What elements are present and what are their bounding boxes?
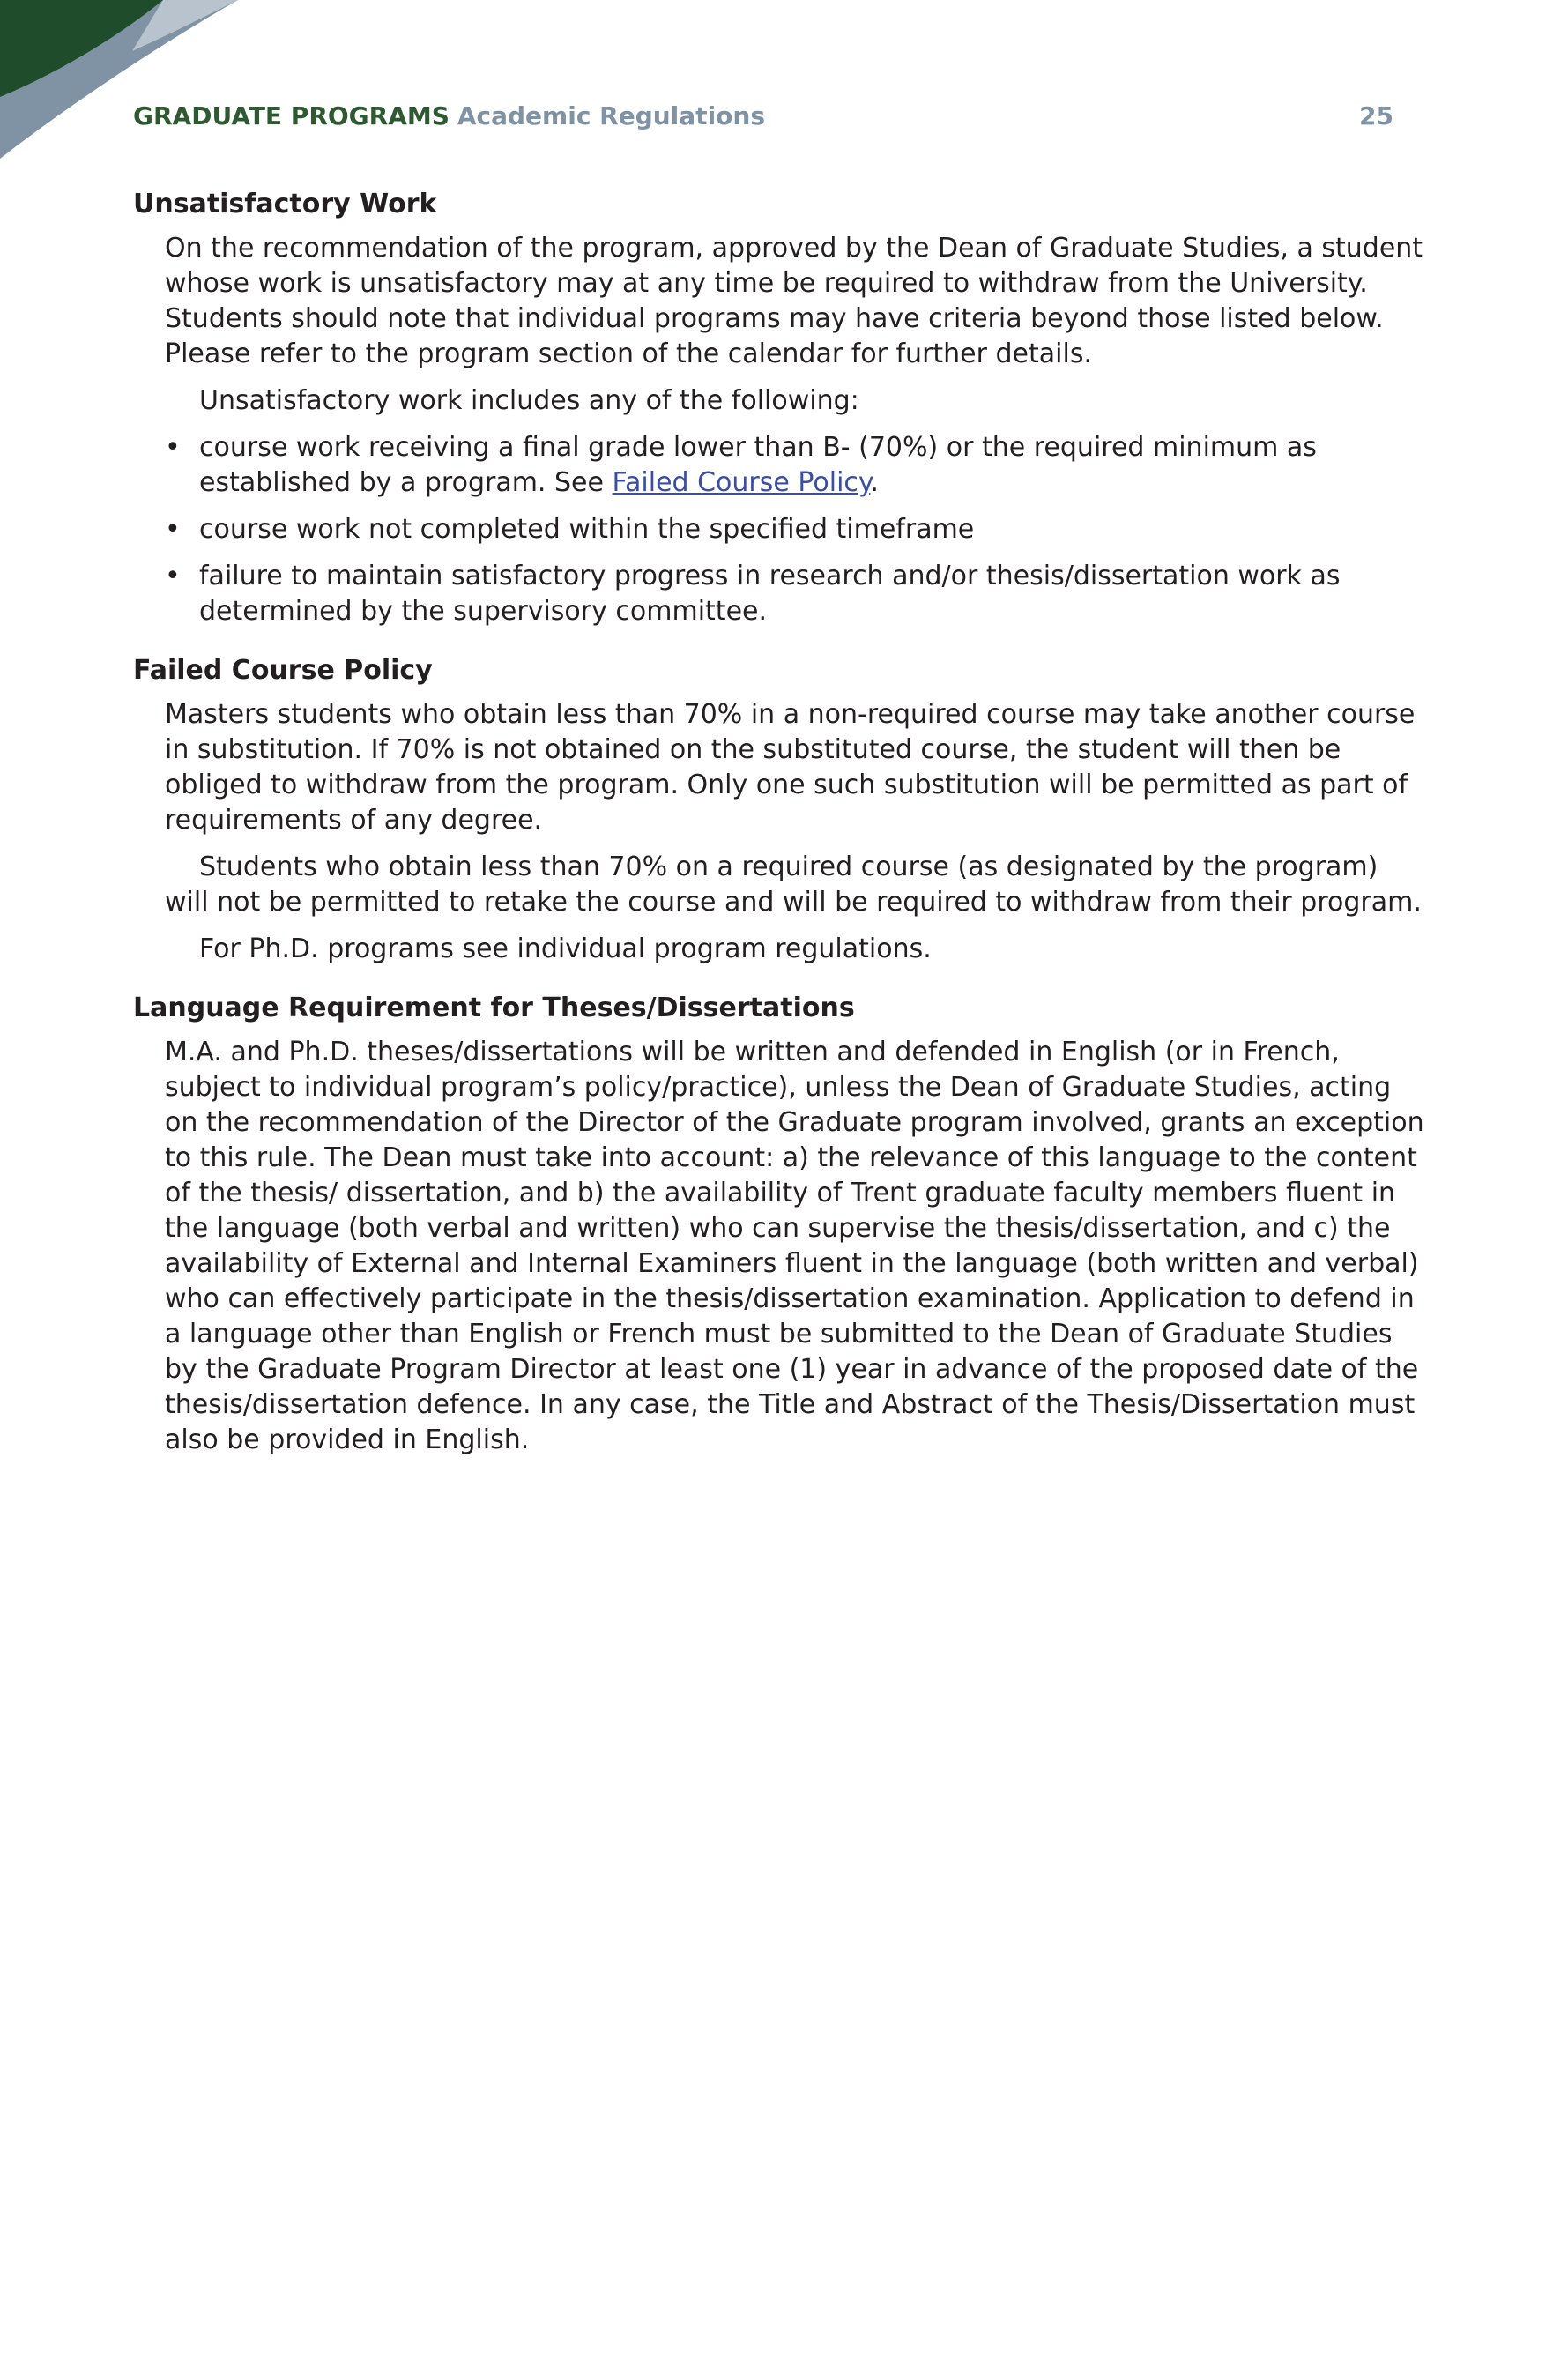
list-item-text: failure to maintain satisfactory progress in research and/or thesis/dissertation work as determined by the supervisory committee. (199, 561, 1341, 627)
paragraph: Students who obtain less than 70% on a required course (as designated by the program) will not be permitted to retake the course and will be required to withdraw from their program. (165, 852, 1422, 918)
bullet-icon: • (165, 514, 181, 545)
bullet-icon: • (165, 432, 181, 463)
section-heading: Language Requirement for Theses/Dissertations (133, 993, 855, 1023)
paragraph: Masters students who obtain less than 70% in a non-required course may take another course in substitution. If 70% is not obtained on the substituted course, the student will then be obliged to withdraw from the program. Only one such substitution will be permitted as part of requirements of any degree. (165, 699, 1416, 836)
list-item-text: course work not completed within the specified timeframe (199, 514, 975, 545)
paragraph: For Ph.D. programs see individual program regulations. (199, 933, 932, 964)
paragraph: Unsatisfactory work includes any of the following: (199, 385, 859, 416)
bullet-list (165, 430, 1429, 629)
list-item (165, 430, 1429, 501)
section-heading: Failed Course Policy (133, 655, 433, 686)
page-number: 25 (1359, 101, 1393, 130)
list-item (165, 512, 1429, 547)
page-header (133, 99, 1393, 134)
list-item-text: course work receiving a final grade lower than B- (70%) or the required minimum as established by a program. See (199, 432, 1317, 498)
section-failed-course-policy (133, 653, 1429, 967)
bullet-icon: • (165, 561, 181, 591)
page-content (133, 187, 1429, 1482)
section-language-requirement (133, 991, 1429, 1458)
section-heading: Unsatisfactory Work (133, 189, 437, 219)
header-section-title: GRADUATE PROGRAMS (133, 101, 450, 130)
section-unsatisfactory-work (133, 187, 1429, 629)
list-item-text-end: . (870, 467, 879, 498)
corner-decoration (0, 0, 256, 159)
paragraph: M.A. and Ph.D. theses/dissertations will be written and defended in English (or in French, subject to individual program’s policy/practice), unless the Dean of Graduate Studies, acting on the recommendation of the Director of the Graduate program involved, grants an exception to this rule. The Dean must take into account: a) the relevance of this language to the content of the thesis/ dissertation, and b) the availability of Trent graduate faculty members fluent in the language (both verbal and written) who can supervise the thesis/dissertation, and c) the availability of External and Internal Examiners fluent in the language (both written and verbal) who can effectively participate in the thesis/dissertation examination. Application to defend in a language other than English or French must be submitted to the Dean of Graduate Studies by the Graduate Program Director at least one (1) year in advance of the proposed date of the thesis/dissertation defence. In any case, the Title and Abstract of the Thesis/Dissertation must also be provided in English. (165, 1037, 1424, 1455)
paragraph: On the recommendation of the program, approved by the Dean of Graduate Studies, a student whose work is unsatisfactory may at any time be required to withdraw from the University. Students should note that individual programs may have criteria beyond those listed below. Please refer to the program section of the calendar for further details. (165, 233, 1423, 369)
failed-course-policy-link[interactable]: Failed Course Policy (612, 467, 871, 498)
list-item (165, 559, 1429, 629)
header-subsection-title: Academic Regulations (457, 101, 765, 130)
